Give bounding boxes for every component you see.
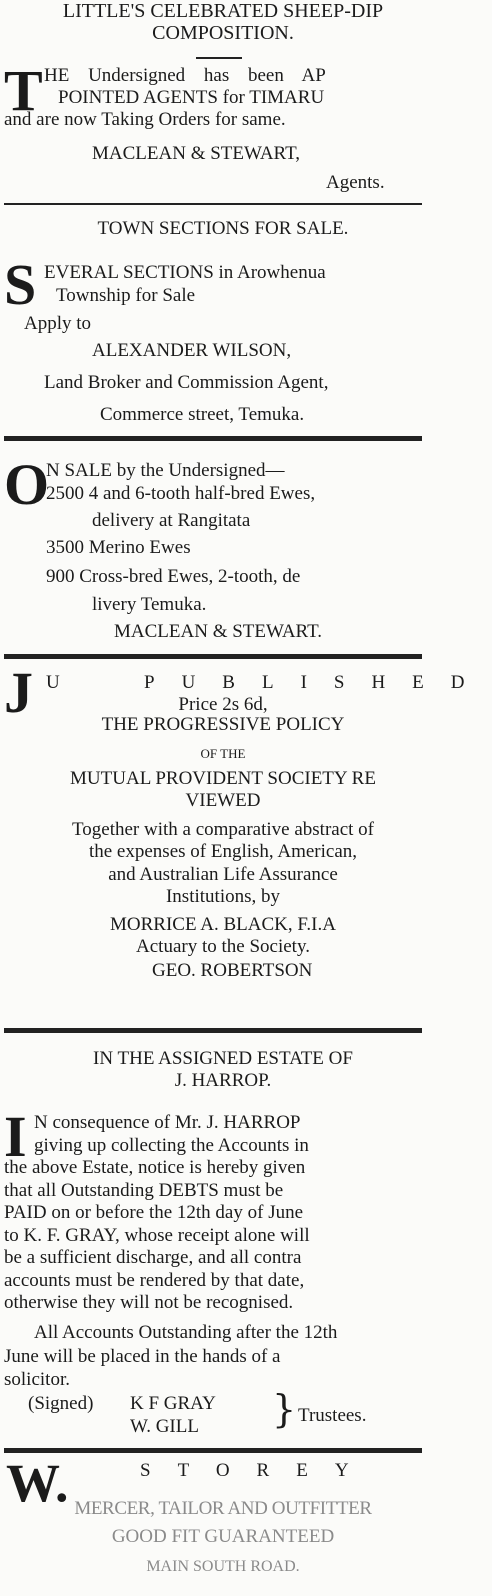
ad3-line1: N SALE by the Undersigned—: [46, 460, 285, 481]
ad3-signer: MACLEAN & STEWART.: [114, 621, 323, 642]
ad4-title: THE PROGRESSIVE POLICY: [101, 714, 345, 735]
ad2-dropcap: S: [4, 252, 37, 317]
ad5-para-line7: be a sufficient discharge, and all contra: [4, 1247, 302, 1268]
divider: [4, 203, 422, 205]
ad1-title-line2: COMPOSITION.: [152, 22, 294, 44]
ad4-of-the: OF THE: [200, 746, 246, 761]
ad5-para-line1: N consequence of Mr. J. HARROP: [34, 1112, 301, 1133]
ad5-para-line3: the above Estate, notice is hereby given: [4, 1157, 306, 1178]
ad5-signed: (Signed): [28, 1393, 94, 1414]
ad4-body-line3: and Australian Life Assurance: [108, 864, 338, 885]
ad1-title-line1: LITTLE'S CELEBRATED SHEEP-DIP: [62, 0, 384, 22]
ad4-agent: GEO. ROBERTSON: [152, 960, 313, 981]
ad2-body-line1: EVERAL SECTIONS in Arowhenua: [44, 262, 326, 283]
divider: [4, 436, 422, 441]
ad2-name: ALEXANDER WILSON,: [92, 340, 292, 361]
ad3-line6: livery Temuka.: [92, 594, 207, 615]
ad6-line2: GOOD FIT GUARANTEED: [111, 1526, 335, 1547]
ad4-body-line4: Institutions, by: [165, 886, 280, 907]
ad6-line1: MERCER, TAILOR AND OUTFITTER: [74, 1498, 372, 1519]
ad2-heading: TOWN SECTIONS FOR SALE.: [97, 218, 349, 239]
ad2-address: Commerce street, Temuka.: [100, 404, 305, 425]
ad5-heading-line1: IN THE ASSIGNED ESTATE OF: [93, 1048, 353, 1069]
ad3-line3: delivery at Rangitata: [92, 510, 251, 531]
ad6-initial: W.: [6, 1453, 69, 1513]
ad4-author: MORRICE A. BLACK, F.I.A: [110, 914, 336, 935]
ad1-body-line1: HE Undersigned has been AP: [44, 65, 326, 86]
ad6-name: STOREY: [140, 1460, 376, 1481]
ad4-body-line1: Together with a comparative abstract of: [71, 819, 374, 840]
ad2-occupation: Land Broker and Commission Agent,: [44, 372, 329, 393]
ad1-body-line2: POINTED AGENTS for TIMARU: [58, 87, 325, 108]
ad4-word2: PUBLISHED: [144, 672, 492, 693]
ad3-line4: 3500 Merino Ewes: [46, 537, 191, 558]
ad5-trustee2: W. GILL: [130, 1416, 199, 1437]
ad2-body-line2: Township for Sale: [56, 285, 196, 306]
ad4-word1: U: [46, 672, 60, 693]
ad3-line5: 900 Cross-bred Ewes, 2-tooth, de: [46, 566, 301, 587]
ad5-para-line2: giving up collecting the Accounts in: [34, 1135, 309, 1156]
divider: [4, 1028, 422, 1033]
ad5-para-line5: PAID on or before the 12th day of June: [4, 1202, 304, 1223]
ad1-dropcap: T: [4, 58, 43, 123]
ad5-heading-line2: J. HARROP.: [174, 1070, 272, 1091]
ad4-dropcap: J: [4, 660, 33, 725]
ad1-signer: MACLEAN & STEWART,: [92, 143, 301, 164]
ad2-apply: Apply to: [24, 313, 92, 334]
ad5-para-line9: otherwise they will not be recognised.: [4, 1292, 294, 1313]
ad3-line2: 2500 4 and 6-tooth half-bred Ewes,: [46, 483, 316, 504]
ad4-body-line2: the expenses of English, American,: [88, 841, 358, 862]
divider: [4, 654, 422, 659]
ad4-society-line1: MUTUAL PROVIDENT SOCIETY RE: [70, 768, 376, 789]
ad1-role: Agents.: [326, 172, 385, 193]
ad5-trustees-label: Trustees.: [298, 1405, 367, 1426]
ad4-price: Price 2s 6d,: [178, 694, 268, 715]
brace-icon: }: [272, 1387, 297, 1431]
ad5-para-line11: June will be placed in the hands of a: [4, 1346, 281, 1367]
ad4-author-role: Actuary to the Society.: [136, 936, 310, 957]
ad5-trustee1: K F GRAY: [130, 1393, 216, 1414]
short-divider: [196, 57, 242, 59]
ad3-dropcap: O: [4, 452, 50, 517]
ad6-line3: MAIN SOUTH ROAD.: [146, 1558, 300, 1575]
ad5-dropcap: I: [4, 1104, 27, 1169]
ad5-para-line8: accounts must be rendered by that date,: [4, 1270, 305, 1291]
ad5-para-line4: that all Outstanding DEBTS must be: [4, 1180, 284, 1201]
ad5-para-line6: to K. F. GRAY, whose receipt alone will: [4, 1225, 310, 1246]
ad1-body-line3: and are now Taking Orders for same.: [4, 109, 286, 130]
ad4-society-line2: VIEWED: [185, 790, 261, 811]
ad5-para-line12: solicitor.: [4, 1369, 70, 1390]
ad5-para-line10: All Accounts Outstanding after the 12th: [34, 1322, 338, 1343]
